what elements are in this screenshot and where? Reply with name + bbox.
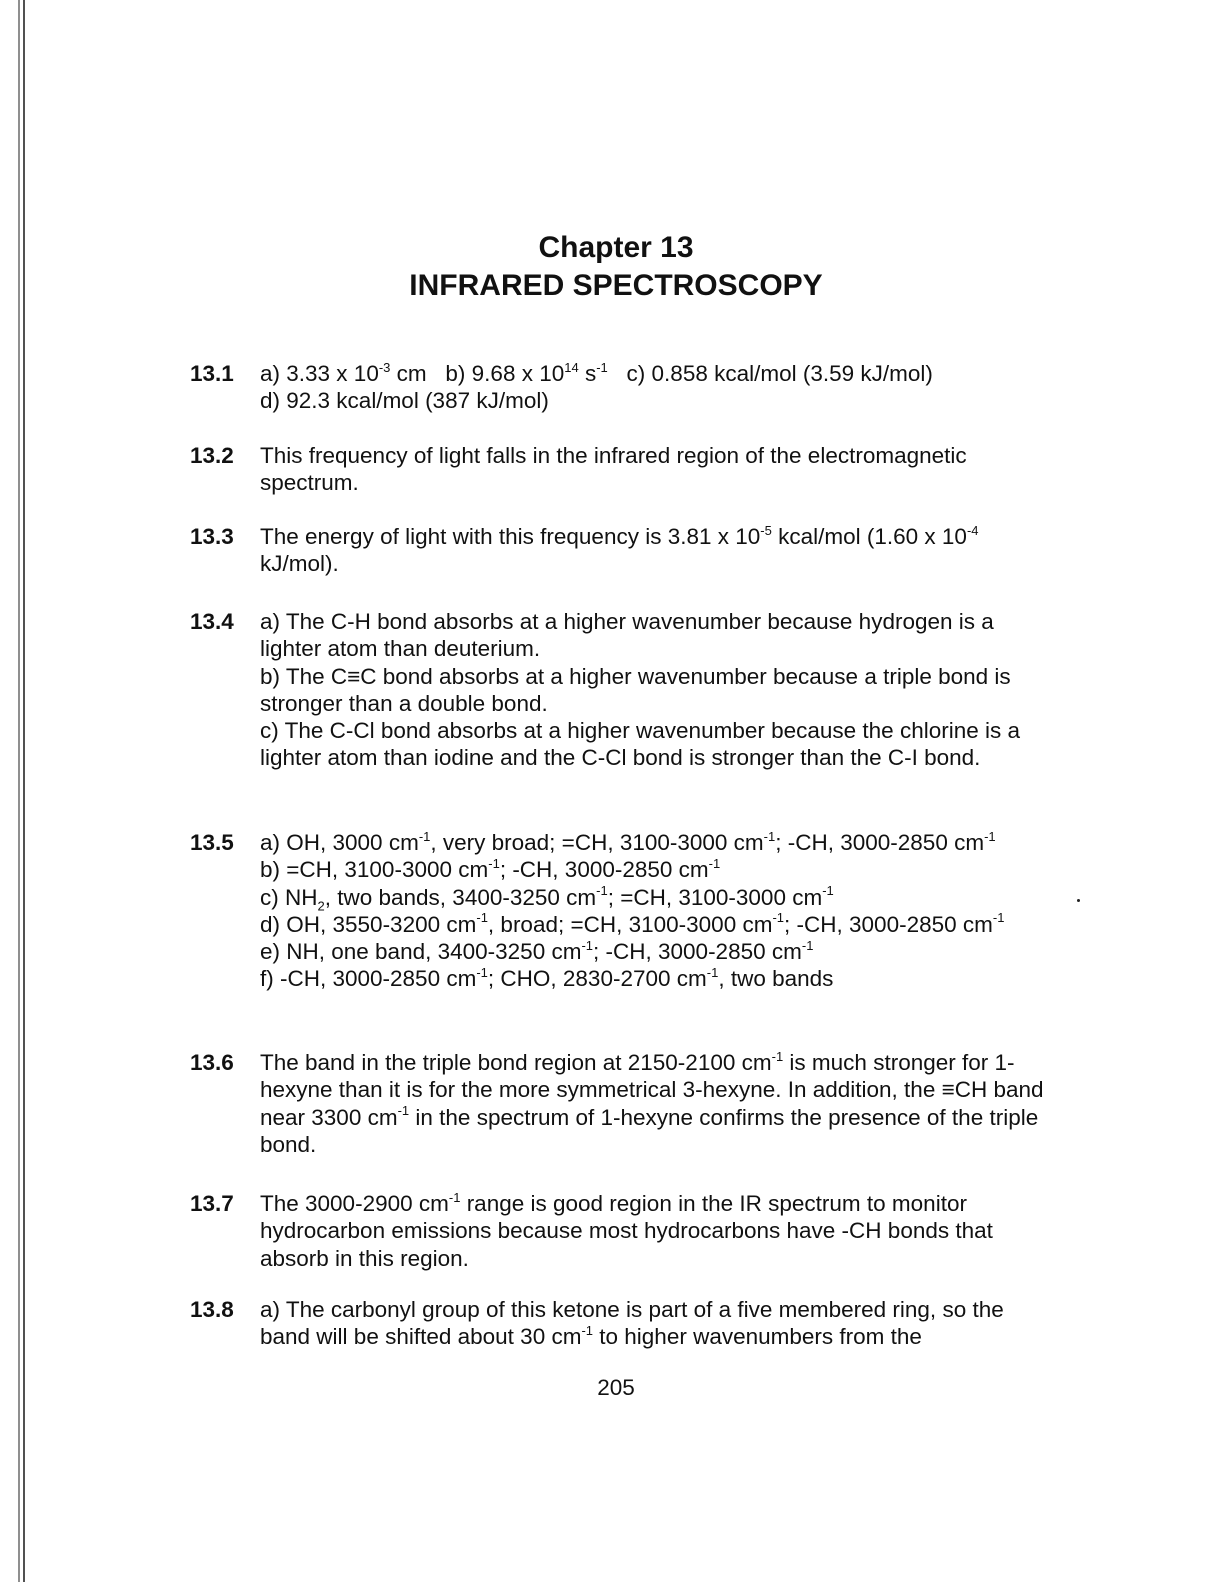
problem-13-1 xyxy=(190,360,1050,415)
page-number: 205 xyxy=(597,1375,635,1400)
answer-part-b: b) =CH, 3100-3000 $cm^{-1}$; -CH, 3000-2850 $cm^{-1}$ xyxy=(260,855,721,883)
answer-text: The band in the triple bond region at 2150-2100 $cm^{-1}$ is much stronger for 1-hexyne than it is for the more symmetrical 3-hexyne. In addition, the ≡CH band near 3300 $cm^{-1}$ in the spectrum of 1-hexyne confirms the presence of the triple bond. xyxy=(260,1048,1044,1157)
answer-part-c: c) The C-Cl bond absorbs at a higher wavenumber because the chlorine is a lighter atom than iodine and the C-Cl bond is stronger than the C-I bond. xyxy=(260,718,1021,771)
chapter-subtitle: INFRARED SPECTROSCOPY xyxy=(409,269,823,302)
problem-number: 13.5 xyxy=(190,830,234,855)
answer-text: The energy of light with this frequency is 3.81 x $10^{-5}$ kcal/mol (1.60 x $10^{-4}$ kJ/mol). xyxy=(260,522,979,577)
chapter-title: Chapter 13 xyxy=(538,231,694,264)
problem-13-3 xyxy=(190,523,1050,578)
problem-13-7 xyxy=(190,1190,1050,1272)
problem-number: 13.4 xyxy=(190,609,234,634)
problem-number: 13.7 xyxy=(190,1191,234,1216)
answer-text: This frequency of light falls in the infrared region of the electromagnetic spectrum. xyxy=(260,443,967,496)
answer-part-a: a) The C-H bond absorbs at a higher wavenumber because hydrogen is a lighter atom than deuterium. xyxy=(260,609,994,662)
answer-part-b: b) The C≡C bond absorbs at a higher wavenumber because a triple bond is stronger than a double bond. xyxy=(260,663,1011,716)
problem-13-4 xyxy=(190,608,1050,772)
problem-number: 13.1 xyxy=(190,361,234,386)
problem-13-5 xyxy=(190,829,1050,993)
problem-number: 13.3 xyxy=(190,524,234,549)
answer-part-f: f) -CH, 3000-2850 $cm^{-1}$; CHO, 2830-2700 $cm^{-1}$, two bands xyxy=(260,964,834,992)
answer-line: d) 92.3 kcal/mol (387 kJ/mol) xyxy=(260,388,549,414)
scan-speck xyxy=(1077,899,1080,902)
answer-part-a: a) OH, 3000 $cm^{-1}$, very broad; =CH, 3100-3000 $cm^{-1}$; -CH, 3000-2850 $cm^{-1}$ xyxy=(260,828,996,855)
answer-part-c: c) $NH_2$, two bands, 3400-3250 $cm^{-1}$; =CH, 3100-3000 $cm^{-1}$ xyxy=(260,883,834,914)
answer-text: The 3000-2900 $cm^{-1}$ range is good region in the IR spectrum to monitor hydrocarbon emissions because most hydrocarbons have -CH bonds that absorb in this region. xyxy=(260,1189,993,1271)
problem-13-8 xyxy=(190,1296,1050,1351)
answer-text: a) The carbonyl group of this ketone is part of a five membered ring, so the band will be shifted about 30 $cm^{-1}$ to higher wavenumbers from the xyxy=(260,1297,1004,1350)
problem-number: 13.8 xyxy=(190,1297,234,1322)
answer-part-e: e) NH, one band, 3400-3250 $cm^{-1}$; -CH, 3000-2850 $cm^{-1}$ xyxy=(260,937,814,965)
problem-number: 13.6 xyxy=(190,1050,234,1075)
problem-13-2 xyxy=(190,442,1050,497)
answer-line: a) 3.33 x $10^{-3}$ cm b) 9.68 x $10^{14}$ $s^{-1}$ c) 0.858 kcal/mol (3.59 kJ/mol) xyxy=(260,359,933,386)
answer-part-d: d) OH, 3550-3200 $cm^{-1}$, broad; =CH, 3100-3000 $cm^{-1}$; -CH, 3000-2850 $cm^{-1}$ xyxy=(260,910,1005,937)
problem-number: 13.2 xyxy=(190,443,234,468)
problem-13-6 xyxy=(190,1049,1050,1158)
